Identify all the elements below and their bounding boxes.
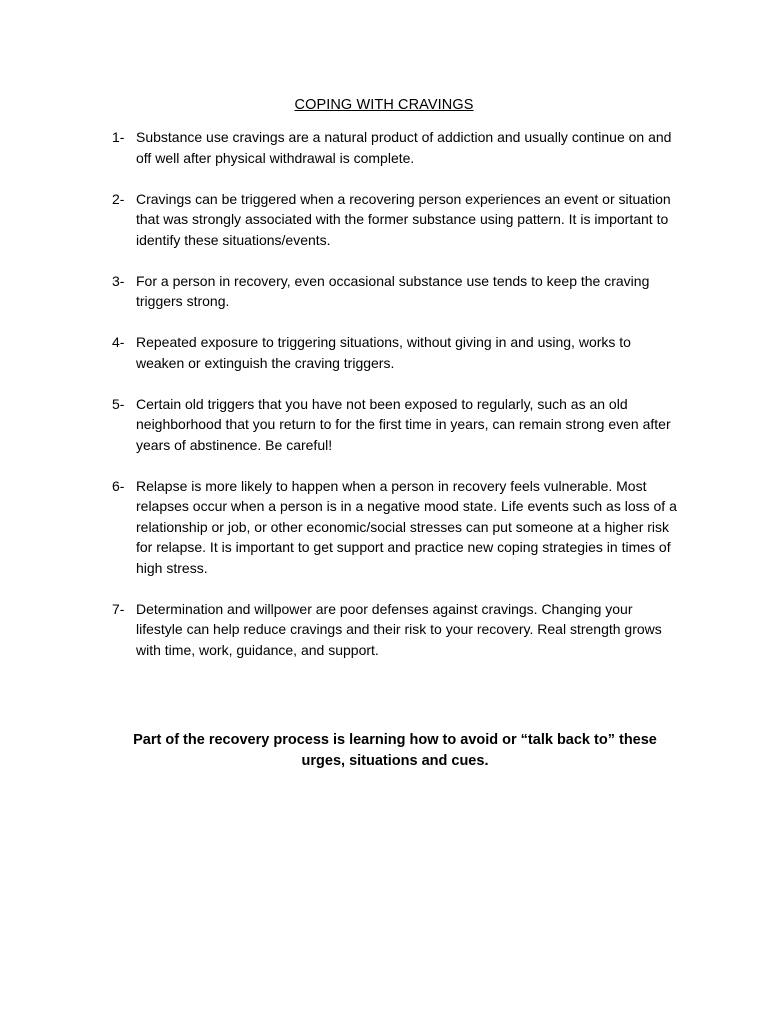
cravings-list: [112, 127, 677, 681]
list-item: [112, 394, 677, 456]
list-item-number: 3-: [112, 272, 125, 289]
list-item-number: 4-: [112, 334, 125, 350]
list-item-text: Determination and willpower are poor defenses against cravings. Changing your lifestyle can help reduce cravings and their risk to your recovery. Real strength grows with time, work, guidance, and support.: [136, 600, 662, 658]
list-item-number: 5-: [112, 395, 125, 412]
document-title: COPING WITH CRAVINGS: [294, 97, 474, 113]
list-item-text: Substance use cravings are a natural product of addiction and usually continue on and off well after physical withdrawal is complete.: [136, 129, 672, 166]
list-item: [112, 332, 677, 373]
list-item-number: 6-: [112, 477, 125, 494]
list-item: [112, 271, 677, 312]
list-item-text: Relapse is more likely to happen when a person in recovery feels vulnerable. Most relapses occur when a person is in a negative mood state. Life events such as loss of a relationship or job, or other economic/social stresses can put someone at a higher risk for relapse. It is important to get support and practice new coping strategies in times of high stress.: [136, 477, 677, 576]
list-item-text: Repeated exposure to triggering situations, without giving in and using, works to weaken or extinguish the craving triggers.: [136, 334, 631, 371]
list-item: [112, 599, 677, 661]
list-item: [112, 476, 677, 579]
list-item-number: 2-: [112, 190, 125, 207]
list-item-text: Certain old triggers that you have not been exposed to regularly, such as an old neighborhood that you return to for the first time in years, can remain strong even after years of abstinence. Be careful!: [136, 395, 671, 453]
list-item-number: 1-: [112, 129, 125, 145]
list-item-number: 7-: [112, 600, 125, 617]
list-item: [112, 127, 677, 168]
list-item-text: For a person in recovery, even occasional substance use tends to keep the craving triggers strong.: [136, 272, 650, 309]
list-item-text: Cravings can be triggered when a recovering person experiences an event or situation that was strongly associated with the former substance using pattern. It is important to identify these situations/events.: [136, 190, 671, 248]
list-item: [112, 189, 677, 251]
closing-statement: Part of the recovery process is learning how to avoid or “talk back to” these urges, situations and cues.: [133, 732, 657, 769]
